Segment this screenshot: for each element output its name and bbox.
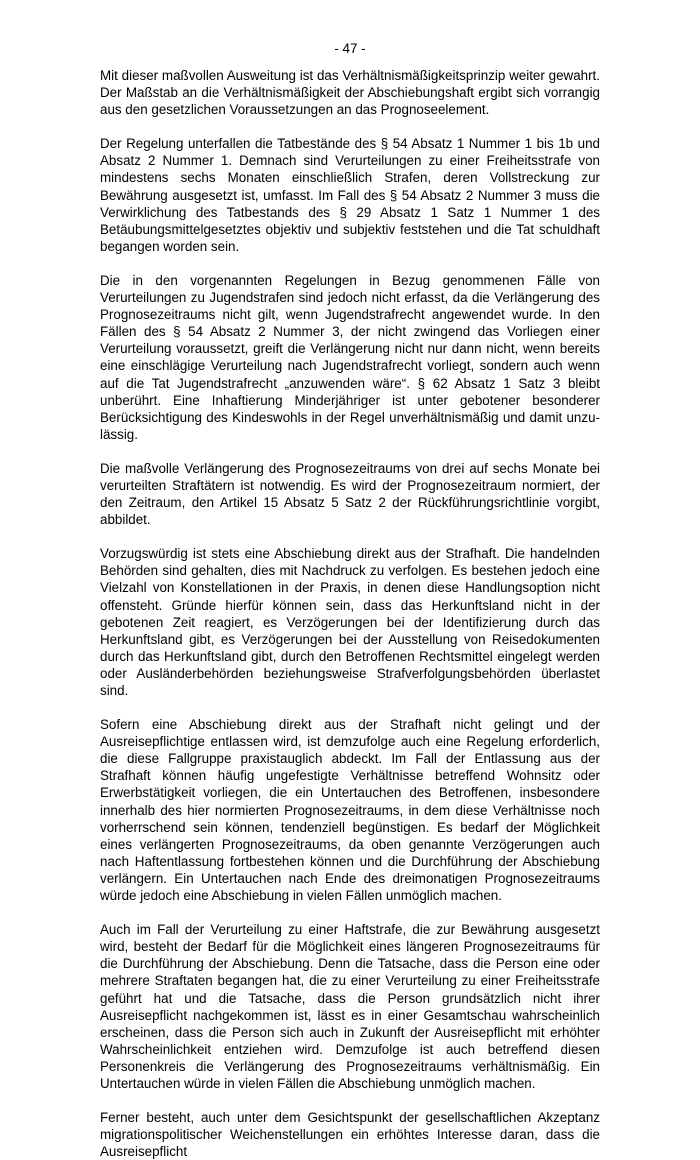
paragraph-offences-scope: Der Regelung unterfallen die Tatbestände des § 54 Absatz 1 Nummer 1 bis 1b und Absatz 2 Nummer 1. Demnach sind Verurteilungen zu einer Freiheitsstrafe von mindestens sechs Monaten einschließlich Strafen, deren Vollstreckung zur Bewährung ausgesetzt ist, umfasst. Im Fall des § 54 Absatz 2 Nummer 3 muss die Verwirklichung des Tatbestands des § 29 Absatz 1 Satz 1 Nummer 1 des Betäubungsmittelgesetztes objektiv und subjektiv feststehen und die Tat schuldhaft begangen worden sein.: [100, 136, 600, 254]
page-number: - 47 -: [334, 41, 366, 56]
paragraph-release-from-custody: Sofern eine Abschiebung direkt aus der Strafhaft nicht gelingt und der Ausreisepflichtige entlassen wird, ist demzufolge auch eine Regelung erforderlich, die diese Fallgruppe praxistauglich abdeckt. Im Fall der Entlassung aus der Strafhaft können häufig ungefestigte Verhältnisse betreffend Wohnsitz oder Erwerbstätigkeit vorliegen, die ein Untertauchen des Betroffenen, insbesondere innerhalb des hier normierten Prognosezeitraums, in dem diese Verhältnisse noch vorherrschend sein können, tendenziell begünstigen. Es bedarf der Möglichkeit eines verlängerten Prognosezeitraums, da oben genannte Verzögerungen auch nach Haftentlassung fortbestehen können und die Durchführung der Abschiebung verlängern. Ein Untertauchen nach Ende des dreimonatigen Prognosezeitraums würde jedoch eine Abschiebung in vielen Fällen unmöglich machen.: [100, 717, 600, 904]
paragraph-suspended-sentence: Auch im Fall der Verurteilung zu einer Haftstrafe, die zur Bewährung ausgesetzt wird, besteht der Bedarf für die Möglichkeit eines längeren Prognosezeitraums für die Durchführung der Abschiebung. Denn die Tatsache, dass die Person eine oder mehrere Straftaten begangen hat, die zu einer Verurteilung zu einer Freiheitsstrafe geführt hat und die Tatsache, dass die Person grundsätzlich nicht ihrer Ausreisepflicht nachgekommen ist, lässt es in einer Gesamtschau wahrscheinlich erscheinen, dass die Person sich auch in Zukunft der Ausreisepflicht mit erhöhter Wahrscheinlichkeit entziehen wird. Demzufolge ist auch betreffend diesen Personenkreis die Verlängerung des Prognosezeitraums verhältnismäßig. Ein Untertauchen würde in vielen Fällen die Abschiebung unmöglich machen.: [100, 922, 600, 1091]
paragraph-deportation-from-custody: Vorzugswürdig ist stets eine Abschiebung direkt aus der Strafhaft. Die handelnden Behörden sind gehalten, dies mit Nachdruck zu verfolgen. Es bestehen jedoch eine Vielzahl von Konstellationen in der Praxis, in denen diese Handlungsoption nicht offensteht. Gründe hierfür können sein, dass das Herkunftsland nicht in der gebotenen Zeit reagiert, es Verzögerungen bei der Identifizierung durch das Herkunftsland gibt, es Verzögerungen bei der Ausstellung von Reisedokumenten durch das Herkunftsland gibt, durch den Betroffenen Rechtsmittel eingelegt werden oder Ausländerbehörden beziehungsweise Strafverfolgungsbehörden überlastet sind.: [100, 546, 600, 698]
paragraph-proportionality: Mit dieser maßvollen Ausweitung ist das Verhältnismäßigkeitsprinzip weiter gewahrt. Der Maßstab an die Verhältnismäßigkeit der Abschiebungshaft ergibt sich vorrangig aus den gesetzlichen Voraussetzungen an das Prognoseelement.: [100, 68, 600, 118]
paragraph-public-acceptance: Ferner besteht, auch unter dem Gesichtspunkt der gesellschaftlichen Akzeptanz migrationspolitischer Weichenstellungen ein erhöhtes Interesse daran, dass die Ausreisepflicht: [100, 1110, 600, 1160]
paragraph-prognosis-extension: Die maßvolle Verlängerung des Prognosezeitraums von drei auf sechs Monate bei verurteilten Straftätern ist notwendig. Es wird der Prognosezeitraum normiert, der den Zeitraum, den Artikel 15 Absatz 5 Satz 2 der Rückführungsrichtlinie vorgibt, abbildet.: [100, 460, 600, 528]
paragraph-juvenile-exclusion: Die in den vorgenannten Regelungen in Bezug genommenen Fälle von Verurteilungen zu Jugendstrafen sind jedoch nicht erfasst, da die Verlängerung des Prognosezeitraums nicht gilt, wenn Jugendstrafrecht angewendet wurde. In den Fällen des § 54 Absatz 2 Nummer 3, der nicht zwingend das Vorliegen einer Verurteilung voraussetzt, greift die Verlängerung nicht nur dann nicht, wenn bereits eine einschlägige Verurteilung nach Jugendstrafrecht vorliegt, sondern auch wenn auf die Tat Jugendstrafrecht „anzuwenden wäre“. § 62 Absatz 1 Satz 3 bleibt unberührt. Eine Inhaftierung Minderjähriger ist unter gebotener besonderer Berücksichtigung des Kindeswohls in der Regel unverhältnismäßig und damit unzulässig.: [100, 272, 600, 442]
